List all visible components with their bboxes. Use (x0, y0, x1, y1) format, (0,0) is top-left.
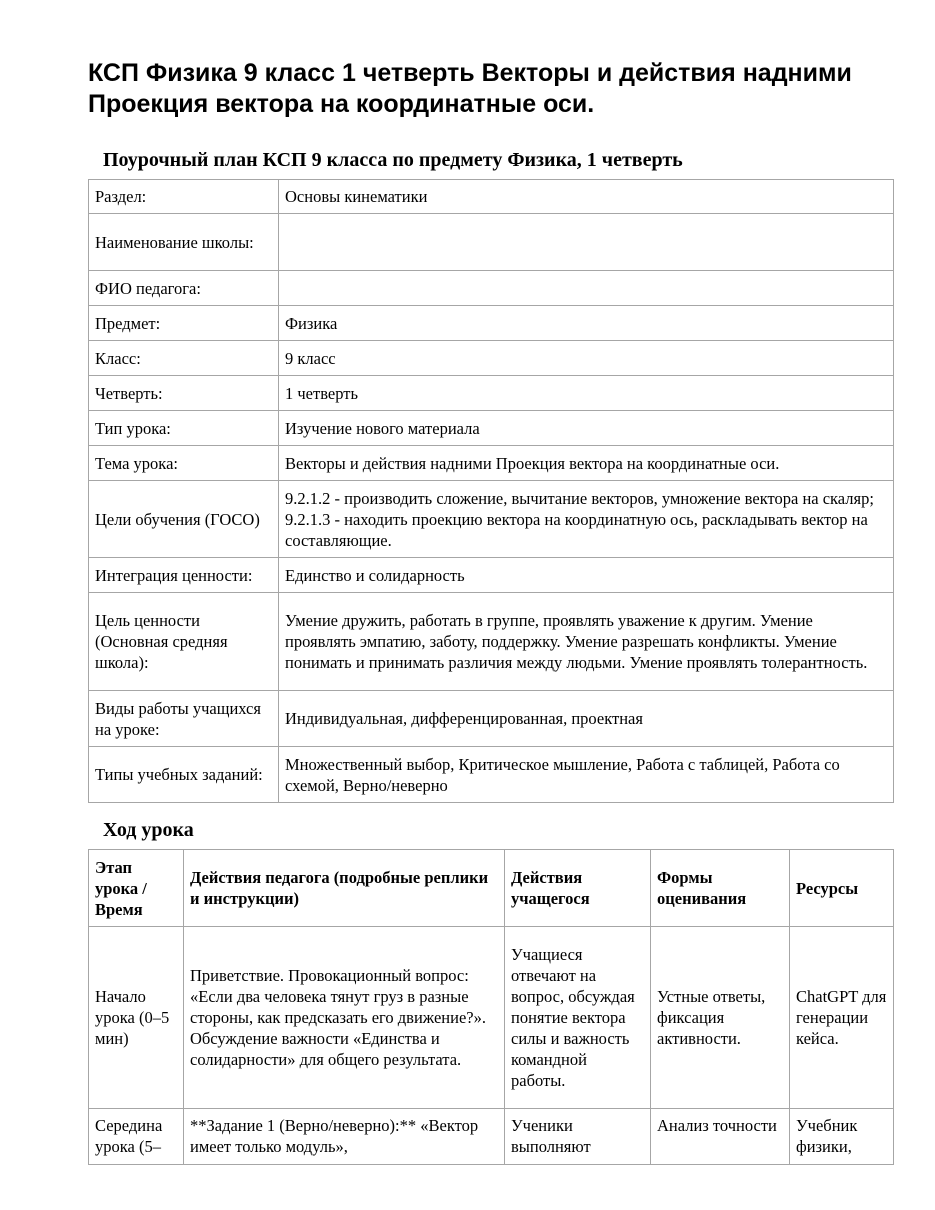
plan-value: Единство и солидарность (279, 558, 894, 593)
plan-value: Основы кинематики (279, 180, 894, 214)
plan-value (279, 214, 894, 271)
plan-row-school (89, 214, 894, 271)
student-actions-cell: Учащиеся отвечают на вопрос, обсуждая понятие вектора силы и важность командной работы. (505, 927, 651, 1109)
header-student-actions: Действия учащегося (505, 850, 651, 927)
assessment-cell: Анализ точности (651, 1109, 790, 1165)
lesson-progress-table (88, 849, 894, 1165)
plan-label: Тема урока: (89, 446, 279, 481)
plan-label: Тип урока: (89, 411, 279, 446)
plan-row-value-goal (89, 593, 894, 691)
table-row (89, 1109, 894, 1165)
document-title: КСП Физика 9 класс 1 четверть Векторы и действия надними Проекция вектора на координатные оси. (88, 59, 852, 118)
plan-row-topic (89, 446, 894, 481)
plan-row-subject (89, 306, 894, 341)
header-stage: Этап урока / Время (89, 850, 184, 927)
plan-row-work-types (89, 691, 894, 747)
plan-value: 1 четверть (279, 376, 894, 411)
plan-value: Изучение нового материала (279, 411, 894, 446)
plan-label: Наименование школы: (89, 214, 279, 271)
plan-row-grade (89, 341, 894, 376)
plan-row-section (89, 180, 894, 214)
plan-value (279, 271, 894, 306)
plan-heading: Поурочный план КСП 9 класса по предмету Физика, 1 четверть (103, 149, 683, 171)
plan-value: Векторы и действия надними Проекция вектора на координатные оси. (279, 446, 894, 481)
plan-row-teacher (89, 271, 894, 306)
progress-heading: Ход урока (103, 819, 194, 841)
plan-value: Физика (279, 306, 894, 341)
plan-row-task-types (89, 747, 894, 803)
plan-label: Четверть: (89, 376, 279, 411)
lesson-plan-table (88, 179, 894, 803)
header-assessment: Формы оценивания (651, 850, 790, 927)
plan-value: 9.2.1.2 - производить сложение, вычитание векторов, умножение вектора на скаляр; 9.2.1.3 - находить проекцию вектора на координатную ось, раскладывать вектор на составляющие. (279, 481, 894, 558)
plan-label: Цели обучения (ГОСО) (89, 481, 279, 558)
plan-label: ФИО педагога: (89, 271, 279, 306)
plan-value: Умение дружить, работать в группе, проявлять уважение к другим. Умение проявлять эмпатию, заботу, поддержку. Умение разрешать конфликты. Умение понимать и принимать различия между людьми. Умение проявлять толерантность. (279, 593, 894, 691)
plan-label: Раздел: (89, 180, 279, 214)
plan-label: Виды работы учащихся на уроке: (89, 691, 279, 747)
plan-label: Интеграция ценности: (89, 558, 279, 593)
plan-row-learning-goals (89, 481, 894, 558)
teacher-actions-cell: **Задание 1 (Верно/неверно):** «Вектор имеет только модуль», (184, 1109, 505, 1165)
student-actions-cell: Ученики выполняют (505, 1109, 651, 1165)
table-row (89, 927, 894, 1109)
progress-header-row (89, 850, 894, 927)
plan-label: Цель ценности (Основная средняя школа): (89, 593, 279, 691)
header-resources: Ресурсы (790, 850, 894, 927)
stage-cell: Середина урока (5– (89, 1109, 184, 1165)
plan-label: Типы учебных заданий: (89, 747, 279, 803)
plan-label: Предмет: (89, 306, 279, 341)
teacher-actions-cell: Приветствие. Провокационный вопрос: «Если два человека тянут груз в разные стороны, как предсказать его движение?». Обсуждение важности «Единства и солидарности» для общего результата. (184, 927, 505, 1109)
resources-cell: ChatGPT для генерации кейса. (790, 927, 894, 1109)
plan-row-quarter (89, 376, 894, 411)
plan-value: Множественный выбор, Критическое мышление, Работа с таблицей, Работа со схемой, Верно/неверно (279, 747, 894, 803)
plan-row-value-integration (89, 558, 894, 593)
resources-cell: Учебник физики, (790, 1109, 894, 1165)
assessment-cell: Устные ответы, фиксация активности. (651, 927, 790, 1109)
stage-cell: Начало урока (0–5 мин) (89, 927, 184, 1109)
plan-value: 9 класс (279, 341, 894, 376)
header-teacher-actions: Действия педагога (подробные реплики и инструкции) (184, 850, 505, 927)
plan-label: Класс: (89, 341, 279, 376)
plan-value: Индивидуальная, дифференцированная, проектная (279, 691, 894, 747)
plan-row-lesson-type (89, 411, 894, 446)
